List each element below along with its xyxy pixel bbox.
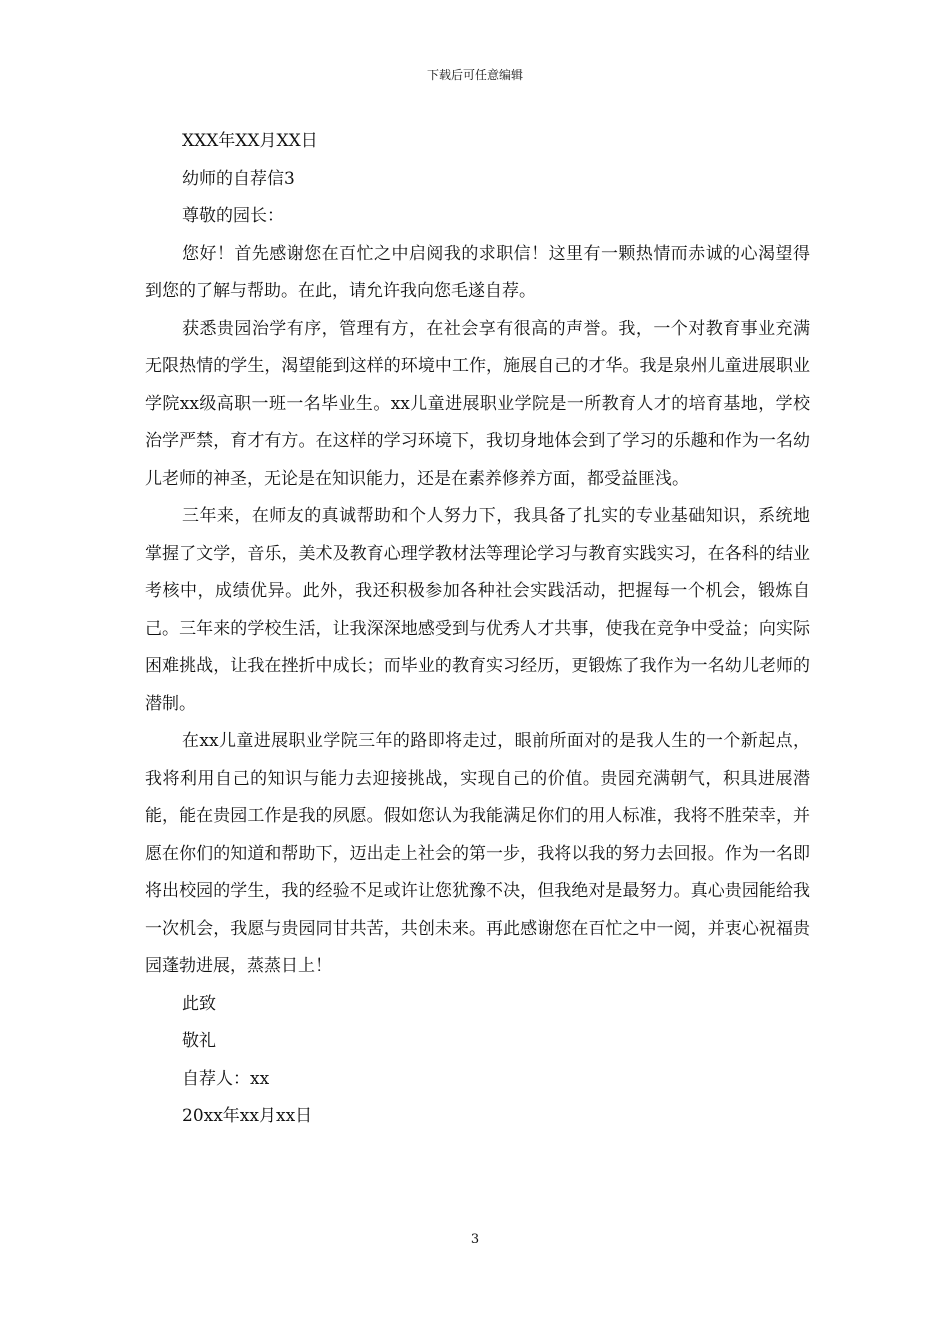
signature: 自荐人：xx — [182, 1068, 270, 1089]
paragraph-study-experience: 三年来，在师友的真诚帮助和个人努力下，我具备了扎实的专业基础知识，系统地掌握了文学，音乐，美术及教育心理学教材法等理论学习与教育实践实习，在各科的结业考核中，成绩优异。此外，我还积极参加各种社会实践活动，把握每一个机会，锻炼自己。三年来的学校生活，让我深深地感受到与优秀人才共事，使我在竞争中受益；向实际困难挑战，让我在挫折中成长；而毕业的教育实习经历，更锻炼了我作为一名幼儿老师的潜制。 — [145, 506, 810, 714]
paragraph-greeting: 您好！首先感谢您在百忙之中启阅我的求职信！这里有一颗热情而赤诚的心渴望得到您的了解与帮助。在此，请允许我向您毛遂自荐。 — [145, 243, 810, 301]
closing-greeting: 此致 — [182, 993, 216, 1014]
paragraph-introduction: 获悉贵园治学有序，管理有方，在社会享有很高的声誉。我，一个对教育事业充满无限热情的学生，渴望能到这样的环境中工作，施展自己的才华。我是泉州儿童进展职业学院xx级高职一班一名毕业生。xx儿童进展职业学院是一所教育人才的培育基地，学校治学严禁，育才有方。在这样的学习环境下，我切身地体会到了学习的乐趣和作为一名幼儿老师的神圣，无论是在知识能力，还是在素养修养方面，都受益匪浅。 — [145, 318, 810, 489]
letter-title: 幼师的自荐信3 — [182, 168, 295, 189]
letter-body — [145, 123, 810, 1136]
closing-salute: 敬礼 — [182, 1031, 216, 1051]
paragraph-aspiration: 在xx儿童进展职业学院三年的路即将走过，眼前所面对的是我人生的一个新起点，我将利用自己的知识与能力去迎接挑战，实现自己的价值。贵园充满朝气，积具进展潜能，能在贵园工作是我的夙愿。假如您认为我能满足你们的用人标准，我将不胜荣幸，并愿在你们的知道和帮助下，迈出走上社会的第一步，我将以我的努力去回报。作为一名即将出校园的学生，我的经验不足或许让您犹豫不决，但我绝对是最努力。真心贵园能给我一次机会，我愿与贵园同甘共苦，共创未来。再此感谢您在百忙之中一阅，并衷心祝福贵园蓬勃进展，蒸蒸日上！ — [145, 731, 810, 976]
page-number: 3 — [470, 1232, 480, 1247]
salutation: 尊敬的园长： — [182, 206, 284, 226]
bottom-date: 20xx年xx月xx日 — [182, 1106, 313, 1126]
top-date: XXX年XX月XX日 — [182, 131, 318, 151]
page-header-note: 下载后可任意编辑 — [426, 68, 523, 82]
